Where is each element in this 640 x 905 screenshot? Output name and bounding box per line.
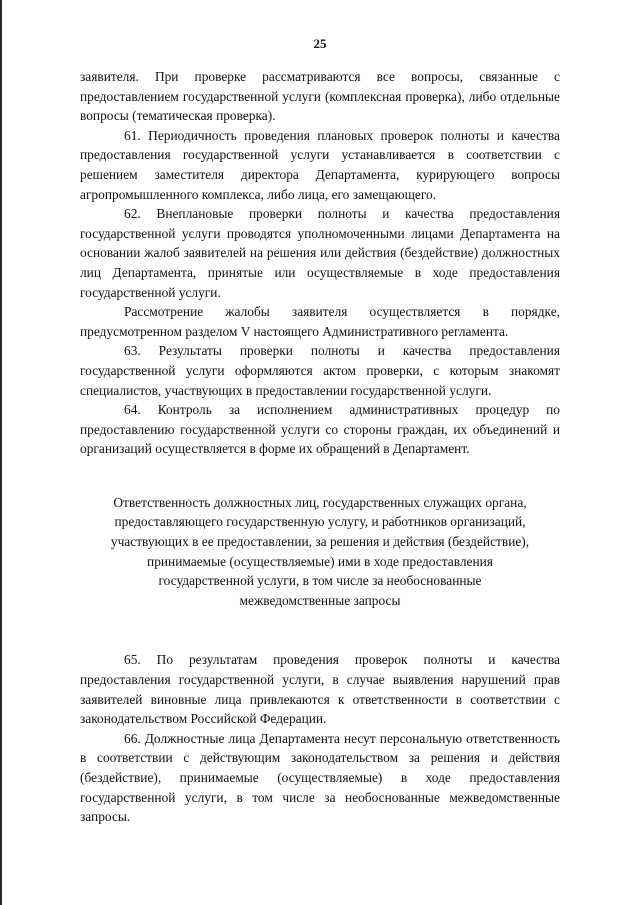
- paragraph-63: 63. Результаты проверки полноты и качества предоставления государственной услуги оформляются актом проверки, с которым знакомят специалистов, участвующих в предоставлении государственной услуги.: [80, 343, 560, 398]
- heading-line-4: принимаемые (осуществляемые) ими в ходе предоставления: [147, 553, 493, 569]
- paragraph-64: 64. Контроль за исполнением административных процедур по предоставлению государственной услуги со стороны граждан, их объединений и организаций осуществляется в форме их обращений в Департамент.: [80, 402, 560, 457]
- paragraph-65: 65. По результатам проведения проверок полноты и качества предоставления государственной услуги, в случае выявления нарушений прав заявителей виновные лица привлекаются к ответственности в соответствии с законодательством Российской Федерации.: [80, 652, 560, 727]
- heading-line-1: Ответственность должностных лиц, государственных служащих органа,: [113, 494, 527, 510]
- heading-line-2: предоставляющего государственную услугу, и работников организаций,: [114, 514, 526, 530]
- paragraph-61: 61. Периодичность проведения плановых проверок полноты и качества предоставления государственной услуги устанавливается в соответствии с решением заместителя директора Департамента, курирующего вопросы агропромышленного комплекса, либо лица, его замещающего.: [80, 127, 560, 202]
- paragraph-continuation: заявителя. При проверке рассматриваются все вопросы, связанные с предоставлением государственной услуги (комплексная проверка), либо отдельные вопросы (тематическая проверка).: [80, 69, 560, 124]
- paragraph-66: 66. Должностные лица Департамента несут персональную ответственность в соответствии с действующим законодательством за решения и действия (бездействие), принимаемые (осуществляемые) в ходе предоставления государственной услуги, в том числе за необоснованные межведомственные запросы.: [80, 730, 560, 825]
- page-number: 25: [313, 36, 327, 51]
- document-body: [80, 67, 560, 827]
- heading-line-5: государственной услуги, в том числе за необоснованные: [158, 573, 482, 589]
- scan-edge-line: [0, 0, 2, 905]
- paragraph-complaint-review: Рассмотрение жалобы заявителя осуществляется в порядке, предусмотренном разделом V настоящего Административного регламента.: [80, 304, 560, 339]
- heading-line-3: участвующих в ее предоставлении, за решения и действия (бездействие),: [110, 534, 530, 550]
- section-heading: [80, 493, 560, 611]
- paragraph-62: 62. Внеплановые проверки полноты и качества предоставления государственной услуги проводятся уполномоченными лицами Департамента на основании жалоб заявителей на решения или действия (бездействие) должностных лиц Департамента, принятые или осуществляемые в ходе предоставления государственной услуги.: [80, 206, 560, 300]
- heading-line-6: межведомственные запросы: [239, 592, 401, 608]
